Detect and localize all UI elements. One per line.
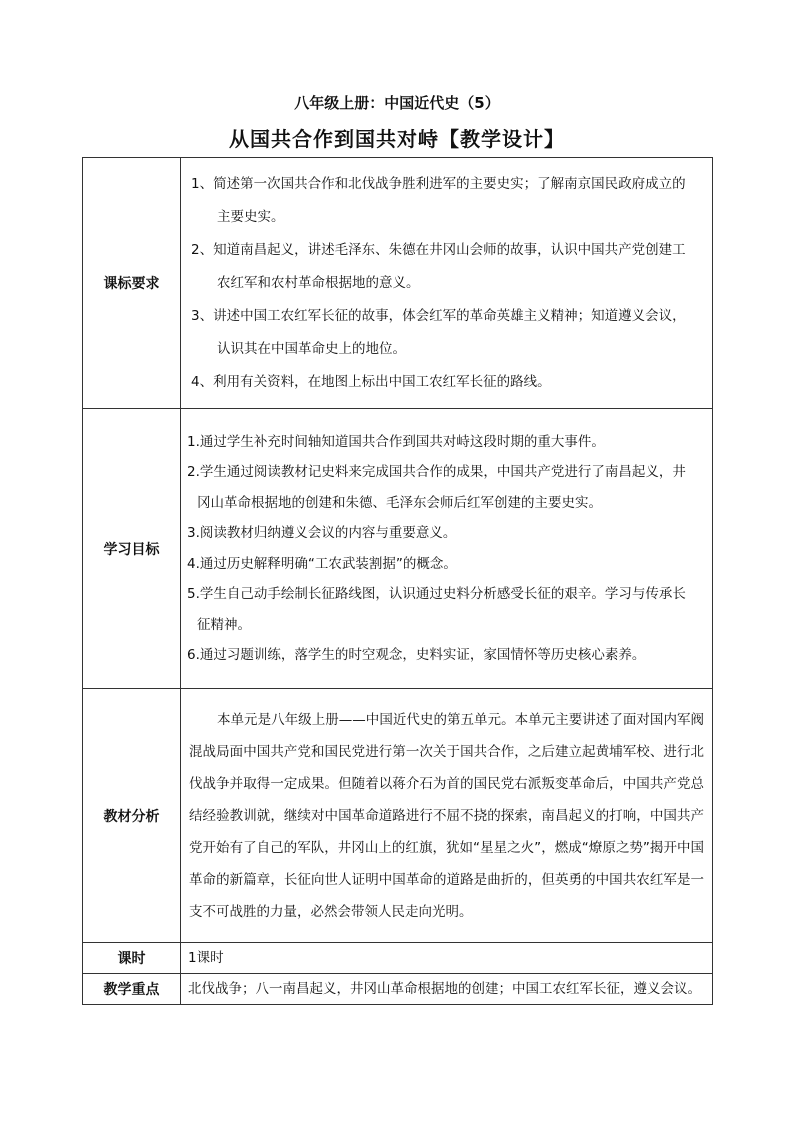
- requirement-item-line: 3、讲述中国工农红军长征的故事，体会红军的革命英雄主义精神；知道遵义会议，: [191, 307, 686, 324]
- requirement-item: [191, 234, 708, 300]
- requirement-item: [191, 168, 708, 234]
- period-label: 课时: [83, 943, 181, 974]
- objective-item-line: 5.学生自己动手绘制长征路线图，认识通过史料分析感受长征的艰辛。学习与传承长: [187, 586, 686, 602]
- requirements-label: 课标要求: [83, 158, 181, 409]
- requirement-item-continuation: 主要史实。: [217, 208, 285, 225]
- objectives-content: [181, 409, 713, 689]
- key-points-content: [181, 974, 713, 1005]
- requirement-item-continuation: 农红军和农村革命根据地的意义。: [217, 274, 420, 291]
- objective-item: [187, 457, 708, 518]
- requirement-item-line: 1、简述第一次国共合作和北伐战争胜利进军的主要史实；了解南京国民政府成立的: [191, 175, 686, 192]
- objective-item-continuation: 征精神。: [197, 616, 251, 633]
- objective-item: 4.通过历史解释明确“工农武装割据”的概念。: [187, 555, 457, 572]
- key-points-row: [83, 974, 713, 1005]
- requirement-item: [191, 366, 708, 399]
- objective-item-line: 2.学生通过阅读教材记史料来完成国共合作的成果，中国共产党进行了南昌起义，井: [187, 464, 686, 480]
- period-content: [181, 943, 713, 974]
- period-value: 1课时: [188, 950, 224, 966]
- requirements-content: [181, 158, 713, 409]
- analysis-label: 教材分析: [83, 689, 181, 943]
- objective-item: 6.通过习题训练，落学生的时空观念，史料实证，家国情怀等历史核心素养。: [187, 647, 646, 663]
- key-points-value: 北伐战争；八一南昌起义，井冈山革命根据地的创建；中国工农红军长征，遵义会议。: [188, 981, 701, 997]
- analysis-row: [83, 689, 713, 943]
- period-row: [83, 943, 713, 974]
- requirement-item-continuation: 认识其在中国革命史上的地位。: [217, 340, 406, 357]
- document-title: 从国共合作到国共对峙【教学设计】: [229, 127, 565, 151]
- objectives-label: 学习目标: [83, 409, 181, 689]
- document-subtitle: 八年级上册：中国近代史（5）: [294, 94, 500, 112]
- objective-item-continuation: 冈山革命根据地的创建和朱德、毛泽东会师后红军创建的主要史实。: [197, 494, 602, 511]
- requirements-row: [83, 158, 713, 409]
- objective-item: 3.阅读教材归纳遵义会议的内容与重要意义。: [187, 525, 457, 541]
- analysis-paragraph: 本单元是八年级上册——中国近代史的第五单元。本单元主要讲述了面对国内军阀混战局面中国共产党和国民党进行第一次关于国共合作，之后建立起黄埔军校、进行北伐战争并取得一定成果。但随着以蒋介石为首的国民党右派叛变革命后，中国共产党总结经验教训就，继续对中国革命道路进行不屈不挠的探索，南昌起义的打响，中国共产党开始有了自己的军队，井冈山上的红旗，犹如“星星之火”，燃成“燎原之势”揭开中国革命的新篇章，长征向世人证明中国革命的道路是曲折的，但英勇的中国共农红军是一支不可战胜的力量，必然会带领人民走向光明。: [189, 711, 704, 920]
- analysis-content: [181, 689, 713, 943]
- requirement-item-line: 4、利用有关资料，在地图上标出中国工农红军长征的路线。: [191, 373, 551, 390]
- lesson-plan-table: [82, 157, 713, 1005]
- requirement-item-line: 2、知道南昌起义，讲述毛泽东、朱德在井冈山会师的故事，认识中国共产党创建工: [191, 241, 686, 258]
- key-points-label: 教学重点: [83, 974, 181, 1005]
- objectives-row: [83, 409, 713, 689]
- objective-item: [187, 579, 708, 640]
- requirement-item: [191, 300, 708, 366]
- objective-item: 1.通过学生补充时间轴知道国共合作到国共对峙这段时期的重大事件。: [187, 433, 605, 450]
